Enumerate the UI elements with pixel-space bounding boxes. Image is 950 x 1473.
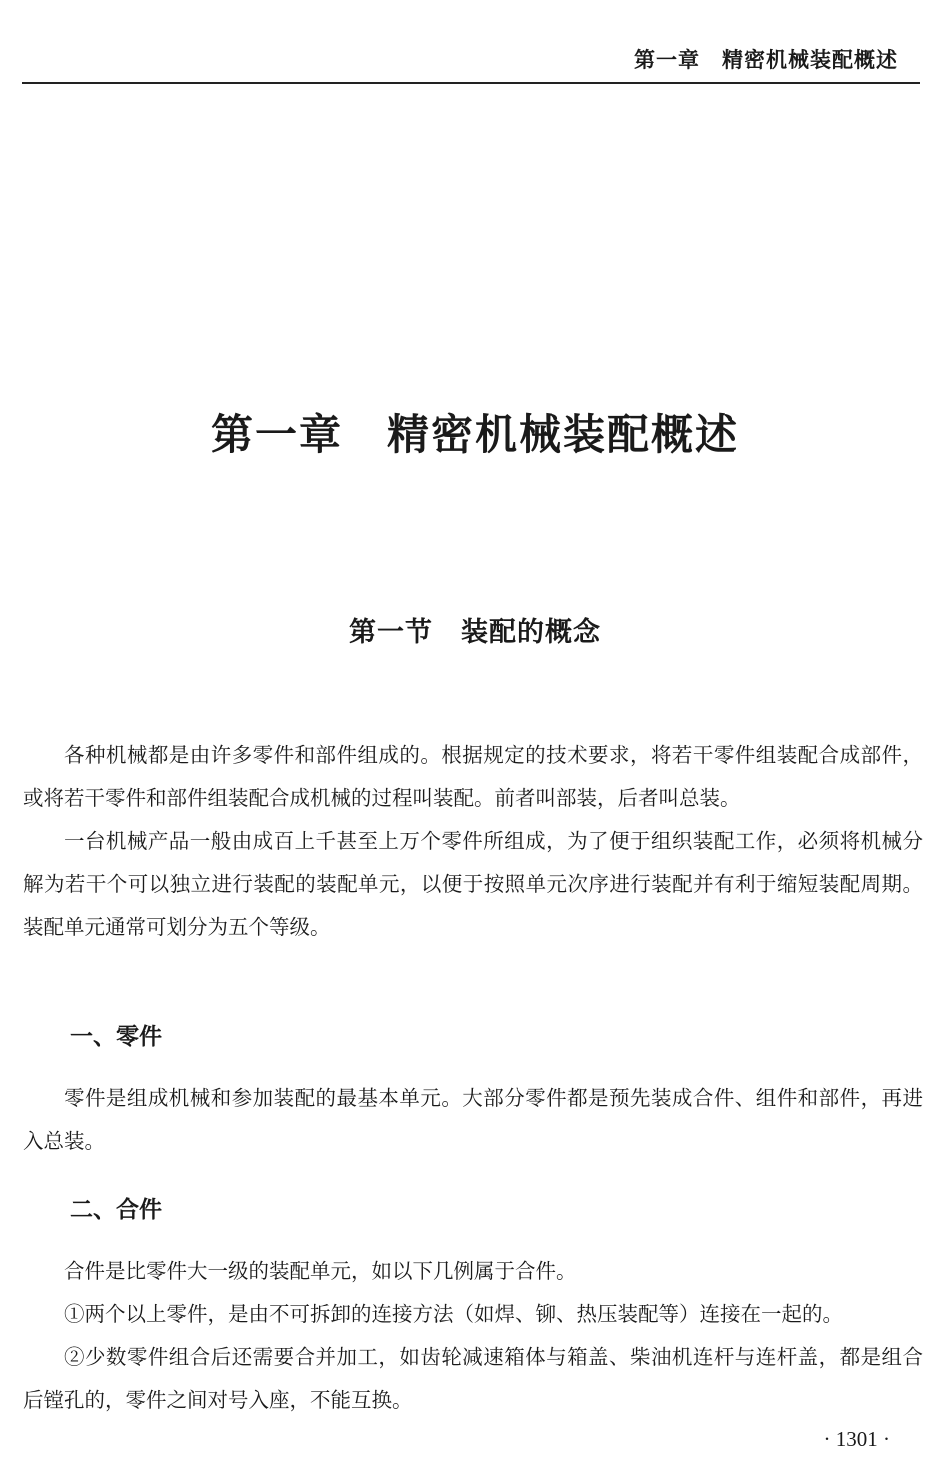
section-title: 第一节 装配的概念 [349, 617, 601, 648]
running-header: 第一章 精密机械装配概述 [634, 48, 898, 72]
paragraph: 一台机械产品一般由成百上千甚至上万个零件所组成，为了便于组织装配工作，必须将机械分解为若干个可以独立进行装配的装配单元，以便于按照单元次序进行装配并有利于缩短装配周期。装配单元通常可划分为五个等级。 [23, 829, 923, 939]
header-rule [22, 82, 920, 84]
paragraph: ①两个以上零件，是由不可拆卸的连接方法（如焊、铆、热压装配等）连接在一起的。 [64, 1302, 843, 1326]
subsection-body [23, 1077, 923, 1163]
subsection-heading: 二、合件 [70, 1197, 162, 1223]
paragraph: 各种机械都是由许多零件和部件组成的。根据规定的技术要求，将若干零件组装配合成部件，或将若干零件和部件组装配合成机械的过程叫装配。前者叫部装，后者叫总装。 [23, 743, 923, 810]
paragraph: 零件是组成机械和参加装配的最基本单元。大部分零件都是预先装成合件、组件和部件，再进入总装。 [23, 1086, 923, 1153]
chapter-title: 第一章 精密机械装配概述 [210, 410, 739, 459]
intro-text [23, 734, 923, 949]
page-number: · 1301 · [823, 1427, 890, 1451]
paragraph: 合件是比零件大一级的装配单元，如以下几例属于合件。 [64, 1259, 577, 1283]
subsection-body [23, 1250, 923, 1422]
paragraph: ②少数零件组合后还需要合并加工，如齿轮减速箱体与箱盖、柴油机连杆与连杆盖，都是组合后镗孔的，零件之间对号入座，不能互换。 [23, 1345, 923, 1412]
subsection-heading: 一、零件 [70, 1024, 162, 1050]
